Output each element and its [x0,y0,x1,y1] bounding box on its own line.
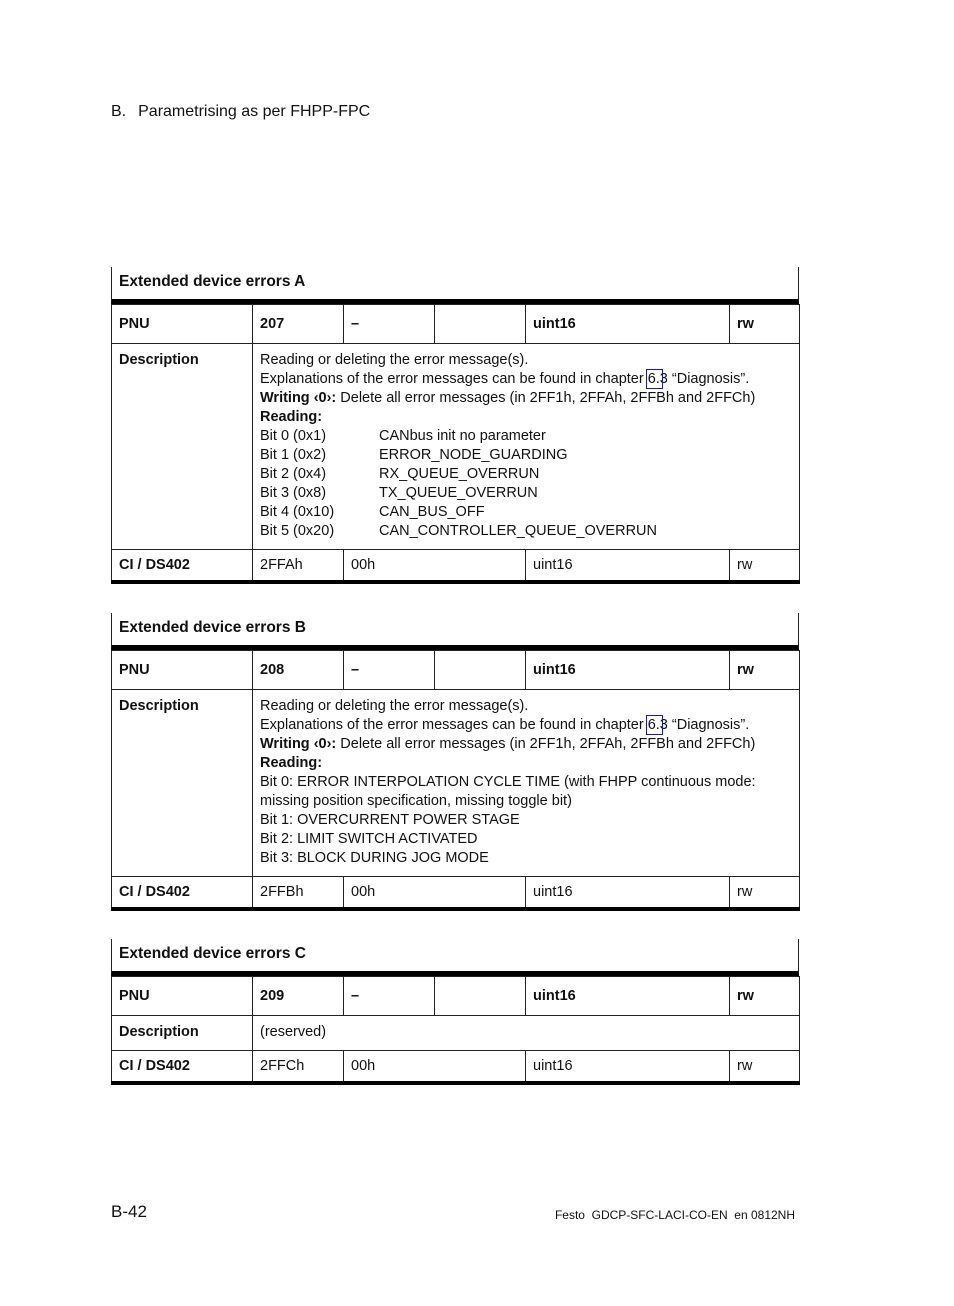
pnu-subindex: – [344,977,435,1016]
pnu-empty [435,305,526,344]
pnu-subindex: – [344,651,435,690]
pnu-empty [435,977,526,1016]
reading-label: Reading: [260,755,323,771]
page-header [111,103,370,121]
param-title: Extended device errors B [111,613,799,650]
ci-type: uint16 [526,877,730,910]
bit-row: Bit 4 (0x10) CAN_BUS_OFF [260,504,485,520]
desc-line: Reading or deleting the error message(s). [260,352,529,368]
pnu-label: PNU [112,305,253,344]
chapter-link-box[interactable] [646,715,663,735]
writing-line: Writing ‹0›: Delete all error messages (in 2FF1h, 2FFAh, 2FFBh and 2FFCh) [260,390,756,406]
ci-label: CI / DS402 [112,1051,253,1084]
bit-row: Bit 0 (0x1) CANbus init no parameter [260,428,546,444]
ci-access: rw [730,550,800,583]
ci-subindex: 00h [344,1051,526,1084]
param-title: Extended device errors C [111,939,799,976]
description-text [253,344,800,550]
ci-label: CI / DS402 [112,550,253,583]
pnu-row [112,305,800,344]
ci-row [112,1051,800,1084]
param-block-c [111,939,799,1085]
reading-line: Bit 2: LIMIT SWITCH ACTIVATED [260,831,478,847]
desc-line: Reading or deleting the error message(s). [260,698,529,714]
ci-access: rw [730,877,800,910]
description-text [253,690,800,877]
bit-row: Bit 3 (0x8) TX_QUEUE_OVERRUN [260,485,538,501]
ci-subindex: 00h [344,877,526,910]
chapter-title: Parametrising as per FHPP-FPC [138,103,371,120]
reading-line: Bit 3: BLOCK DURING JOG MODE [260,850,489,866]
ci-index: 2FFCh [253,1051,344,1084]
pnu-access: rw [730,305,800,344]
reading-label: Reading: [260,409,323,425]
chapter-number: B. [111,103,127,120]
pnu-value: 208 [253,651,344,690]
pnu-type: uint16 [526,305,730,344]
reading-line: Bit 0: ERROR INTERPOLATION CYCLE TIME (with FHPP continuous mode: [260,774,756,790]
bit-row: Bit 5 (0x20) CAN_CONTROLLER_QUEUE_OVERRUN [260,523,657,539]
document-id: Festo GDCP-SFC-LACI-CO-EN en 0812NH [554,1208,795,1222]
pnu-type: uint16 [526,977,730,1016]
ci-label: CI / DS402 [112,877,253,910]
description-text: (reserved) [253,1016,800,1051]
ci-access: rw [730,1051,800,1084]
pnu-label: PNU [112,977,253,1016]
desc-line-link: Explanations of the error messages can be found in chapter 6.3 “Diagnosis”. [260,717,750,733]
ci-index: 2FFAh [253,550,344,583]
pnu-access: rw [730,651,800,690]
ci-row [112,877,800,910]
description-label: Description [112,690,253,877]
ci-type: uint16 [526,550,730,583]
description-row [112,1016,800,1051]
description-label: Description [112,1016,253,1051]
pnu-subindex: – [344,305,435,344]
ci-row [112,550,800,583]
ci-subindex: 00h [344,550,526,583]
param-block-b [111,613,799,911]
desc-line-link: Explanations of the error messages can be found in chapter 6.3 “Diagnosis”. [260,371,750,387]
ci-index: 2FFBh [253,877,344,910]
pnu-row [112,977,800,1016]
bit-row: Bit 1 (0x2) ERROR_NODE_GUARDING [260,447,568,463]
description-row [112,690,800,877]
pnu-row [112,651,800,690]
param-table [111,976,800,1085]
pnu-value: 207 [253,305,344,344]
description-label: Description [112,344,253,550]
pnu-value: 209 [253,977,344,1016]
pnu-access: rw [730,977,800,1016]
page-number: B-42 [111,1202,147,1221]
pnu-type: uint16 [526,651,730,690]
ci-type: uint16 [526,1051,730,1084]
reading-line: Bit 1: OVERCURRENT POWER STAGE [260,812,520,828]
param-table [111,650,800,911]
reading-line: missing position specification, missing toggle bit) [260,793,572,809]
pnu-label: PNU [112,651,253,690]
description-row [112,344,800,550]
pnu-empty [435,651,526,690]
param-title: Extended device errors A [111,267,799,304]
bit-row: Bit 2 (0x4) RX_QUEUE_OVERRUN [260,466,540,482]
param-table [111,304,800,584]
chapter-link-box[interactable] [646,369,663,389]
param-block-a [111,267,799,584]
writing-line: Writing ‹0›: Delete all error messages (in 2FF1h, 2FFAh, 2FFBh and 2FFCh) [260,736,756,752]
